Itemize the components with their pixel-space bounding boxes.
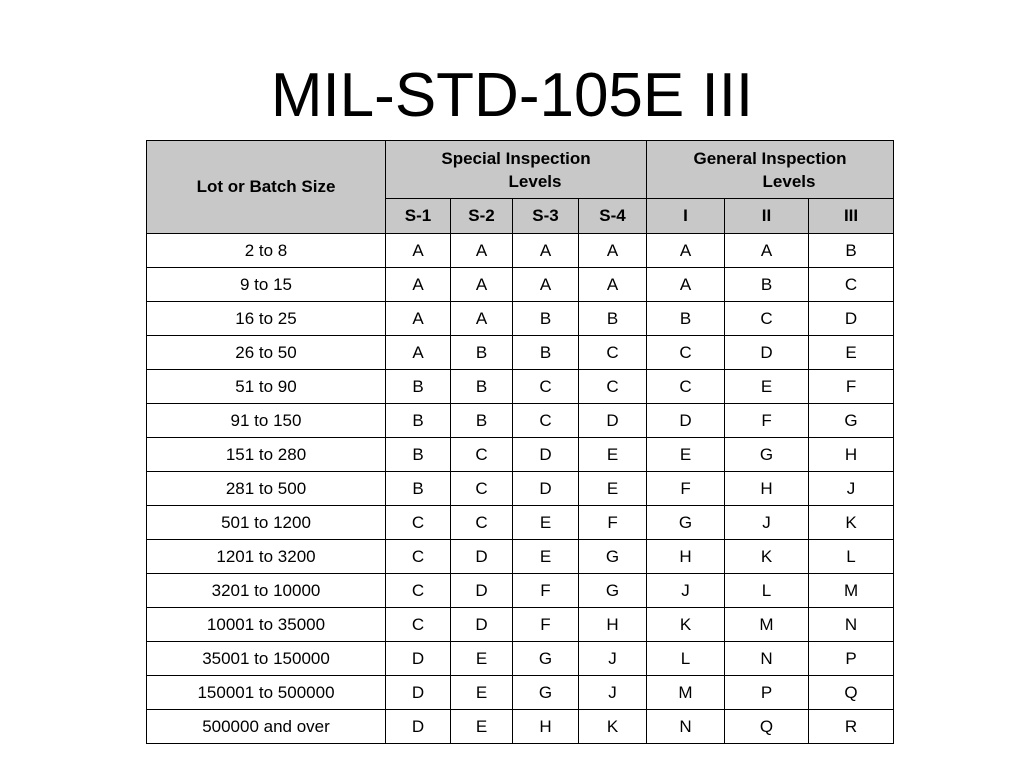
code-letter-cell: D bbox=[513, 472, 579, 506]
code-letter-cell: K bbox=[725, 540, 809, 574]
table-row bbox=[147, 608, 894, 642]
code-letter-cell: C bbox=[386, 608, 451, 642]
table-row bbox=[147, 302, 894, 336]
code-letter-cell: H bbox=[725, 472, 809, 506]
level-header-s-1: S-1 bbox=[386, 199, 451, 234]
table-row bbox=[147, 438, 894, 472]
code-letter-cell: E bbox=[513, 506, 579, 540]
code-letter-cell: K bbox=[809, 506, 894, 540]
code-letter-cell: C bbox=[579, 370, 647, 404]
code-letter-cell: E bbox=[451, 642, 513, 676]
table-row bbox=[147, 642, 894, 676]
code-letter-cell: E bbox=[579, 438, 647, 472]
code-letter-cell: B bbox=[451, 336, 513, 370]
code-letter-cell: F bbox=[513, 574, 579, 608]
code-letter-cell: J bbox=[579, 642, 647, 676]
code-letter-cell: R bbox=[809, 710, 894, 744]
level-header-ii: II bbox=[725, 199, 809, 234]
code-letter-cell: A bbox=[386, 302, 451, 336]
code-letter-cell: A bbox=[579, 234, 647, 268]
code-letter-cell: C bbox=[579, 336, 647, 370]
code-letter-cell: A bbox=[451, 268, 513, 302]
lot-size-cell: 91 to 150 bbox=[147, 404, 386, 438]
lot-size-cell: 501 to 1200 bbox=[147, 506, 386, 540]
code-letter-cell: M bbox=[647, 676, 725, 710]
table-row bbox=[147, 710, 894, 744]
code-letter-cell: J bbox=[725, 506, 809, 540]
table-row bbox=[147, 336, 894, 370]
code-letter-cell: C bbox=[809, 268, 894, 302]
lot-size-cell: 16 to 25 bbox=[147, 302, 386, 336]
code-letter-cell: J bbox=[579, 676, 647, 710]
sample-size-code-table bbox=[146, 140, 894, 744]
code-letter-cell: B bbox=[725, 268, 809, 302]
code-letter-cell: N bbox=[725, 642, 809, 676]
code-letter-cell: B bbox=[386, 472, 451, 506]
code-letter-cell: C bbox=[386, 574, 451, 608]
code-letter-cell: E bbox=[809, 336, 894, 370]
code-letter-cell: J bbox=[809, 472, 894, 506]
lot-size-cell: 1201 to 3200 bbox=[147, 540, 386, 574]
code-letter-cell: B bbox=[386, 404, 451, 438]
code-letter-cell: D bbox=[513, 438, 579, 472]
code-letter-cell: B bbox=[647, 302, 725, 336]
code-letter-cell: D bbox=[647, 404, 725, 438]
code-letter-cell: C bbox=[386, 506, 451, 540]
code-letter-cell: B bbox=[451, 404, 513, 438]
code-letter-cell: A bbox=[513, 234, 579, 268]
code-letter-cell: B bbox=[386, 438, 451, 472]
table-row bbox=[147, 676, 894, 710]
code-letter-cell: C bbox=[647, 336, 725, 370]
special-inspection-header-line1: Special Inspection bbox=[441, 148, 591, 168]
code-letter-cell: D bbox=[579, 404, 647, 438]
code-letter-cell: B bbox=[579, 302, 647, 336]
code-letter-cell: D bbox=[386, 642, 451, 676]
code-letter-cell: E bbox=[451, 676, 513, 710]
table-row bbox=[147, 574, 894, 608]
code-letter-cell: B bbox=[386, 370, 451, 404]
level-header-s-4: S-4 bbox=[579, 199, 647, 234]
code-letter-cell: L bbox=[725, 574, 809, 608]
table-header-row bbox=[147, 141, 894, 199]
code-letter-cell: E bbox=[647, 438, 725, 472]
table-row bbox=[147, 404, 894, 438]
table-row bbox=[147, 234, 894, 268]
code-letter-cell: P bbox=[809, 642, 894, 676]
code-letter-cell: M bbox=[725, 608, 809, 642]
level-header-i: I bbox=[647, 199, 725, 234]
code-letter-cell: C bbox=[386, 540, 451, 574]
code-letter-cell: L bbox=[809, 540, 894, 574]
code-letter-cell: B bbox=[451, 370, 513, 404]
code-letter-cell: G bbox=[725, 438, 809, 472]
lot-size-cell: 9 to 15 bbox=[147, 268, 386, 302]
code-letter-cell: F bbox=[579, 506, 647, 540]
code-letter-cell: C bbox=[451, 506, 513, 540]
level-header-s-3: S-3 bbox=[513, 199, 579, 234]
code-letter-cell: E bbox=[513, 540, 579, 574]
code-letter-cell: F bbox=[809, 370, 894, 404]
code-letter-cell: D bbox=[386, 710, 451, 744]
lot-size-cell: 281 to 500 bbox=[147, 472, 386, 506]
code-letter-cell: C bbox=[451, 472, 513, 506]
lot-size-header: Lot or Batch Size bbox=[147, 141, 386, 234]
lot-size-cell: 3201 to 10000 bbox=[147, 574, 386, 608]
lot-size-cell: 2 to 8 bbox=[147, 234, 386, 268]
code-letter-cell: E bbox=[451, 710, 513, 744]
code-letter-cell: C bbox=[647, 370, 725, 404]
code-letter-cell: A bbox=[451, 302, 513, 336]
code-letter-cell: B bbox=[513, 302, 579, 336]
code-letter-cell: G bbox=[513, 676, 579, 710]
level-header-s-2: S-2 bbox=[451, 199, 513, 234]
general-inspection-header-line2: Levels bbox=[762, 171, 816, 191]
code-letter-cell: C bbox=[513, 370, 579, 404]
code-letter-cell: D bbox=[451, 540, 513, 574]
lot-size-cell: 151 to 280 bbox=[147, 438, 386, 472]
code-letter-cell: A bbox=[647, 234, 725, 268]
code-letter-cell: B bbox=[809, 234, 894, 268]
lot-size-cell: 35001 to 150000 bbox=[147, 642, 386, 676]
code-letter-cell: E bbox=[579, 472, 647, 506]
code-letter-cell: N bbox=[647, 710, 725, 744]
code-letter-cell: H bbox=[647, 540, 725, 574]
code-letter-cell: F bbox=[725, 404, 809, 438]
code-letter-cell: A bbox=[725, 234, 809, 268]
code-letter-cell: H bbox=[513, 710, 579, 744]
code-letter-cell: C bbox=[513, 404, 579, 438]
special-inspection-header-line2: Levels bbox=[508, 171, 562, 191]
code-letter-cell: C bbox=[725, 302, 809, 336]
code-letter-cell: Q bbox=[725, 710, 809, 744]
code-letter-cell: D bbox=[451, 574, 513, 608]
table-row bbox=[147, 506, 894, 540]
code-letter-cell: Q bbox=[809, 676, 894, 710]
code-letter-cell: A bbox=[386, 268, 451, 302]
code-letter-cell: F bbox=[647, 472, 725, 506]
general-inspection-header bbox=[647, 141, 894, 199]
code-letter-cell: E bbox=[725, 370, 809, 404]
code-letter-cell: H bbox=[809, 438, 894, 472]
code-letter-cell: K bbox=[647, 608, 725, 642]
code-letter-cell: G bbox=[579, 574, 647, 608]
lot-size-cell: 150001 to 500000 bbox=[147, 676, 386, 710]
code-letter-cell: D bbox=[725, 336, 809, 370]
code-letter-cell: D bbox=[451, 608, 513, 642]
code-letter-cell: G bbox=[579, 540, 647, 574]
table-body bbox=[147, 234, 894, 744]
code-letter-cell: G bbox=[809, 404, 894, 438]
code-letter-cell: N bbox=[809, 608, 894, 642]
code-letter-cell: A bbox=[513, 268, 579, 302]
code-letter-cell: C bbox=[451, 438, 513, 472]
code-letter-cell: D bbox=[809, 302, 894, 336]
code-letter-cell: J bbox=[647, 574, 725, 608]
code-letter-cell: F bbox=[513, 608, 579, 642]
lot-size-cell: 500000 and over bbox=[147, 710, 386, 744]
code-letter-cell: A bbox=[647, 268, 725, 302]
code-letter-cell: A bbox=[579, 268, 647, 302]
code-letter-cell: B bbox=[513, 336, 579, 370]
lot-size-cell: 10001 to 35000 bbox=[147, 608, 386, 642]
code-letter-cell: H bbox=[579, 608, 647, 642]
code-letter-cell: P bbox=[725, 676, 809, 710]
lot-size-cell: 51 to 90 bbox=[147, 370, 386, 404]
table-row bbox=[147, 540, 894, 574]
table-row bbox=[147, 268, 894, 302]
table-row bbox=[147, 370, 894, 404]
code-letter-cell: A bbox=[386, 234, 451, 268]
general-inspection-header-line1: General Inspection bbox=[693, 148, 847, 168]
level-header-iii: III bbox=[809, 199, 894, 234]
special-inspection-header bbox=[386, 141, 647, 199]
code-letter-cell: D bbox=[386, 676, 451, 710]
code-letter-cell: A bbox=[451, 234, 513, 268]
code-letter-cell: M bbox=[809, 574, 894, 608]
code-letter-cell: L bbox=[647, 642, 725, 676]
code-letter-cell: G bbox=[647, 506, 725, 540]
code-letter-cell: A bbox=[386, 336, 451, 370]
code-letter-cell: K bbox=[579, 710, 647, 744]
page-title: MIL-STD-105E III bbox=[270, 61, 754, 130]
lot-size-cell: 26 to 50 bbox=[147, 336, 386, 370]
code-letter-cell: G bbox=[513, 642, 579, 676]
table-row bbox=[147, 472, 894, 506]
